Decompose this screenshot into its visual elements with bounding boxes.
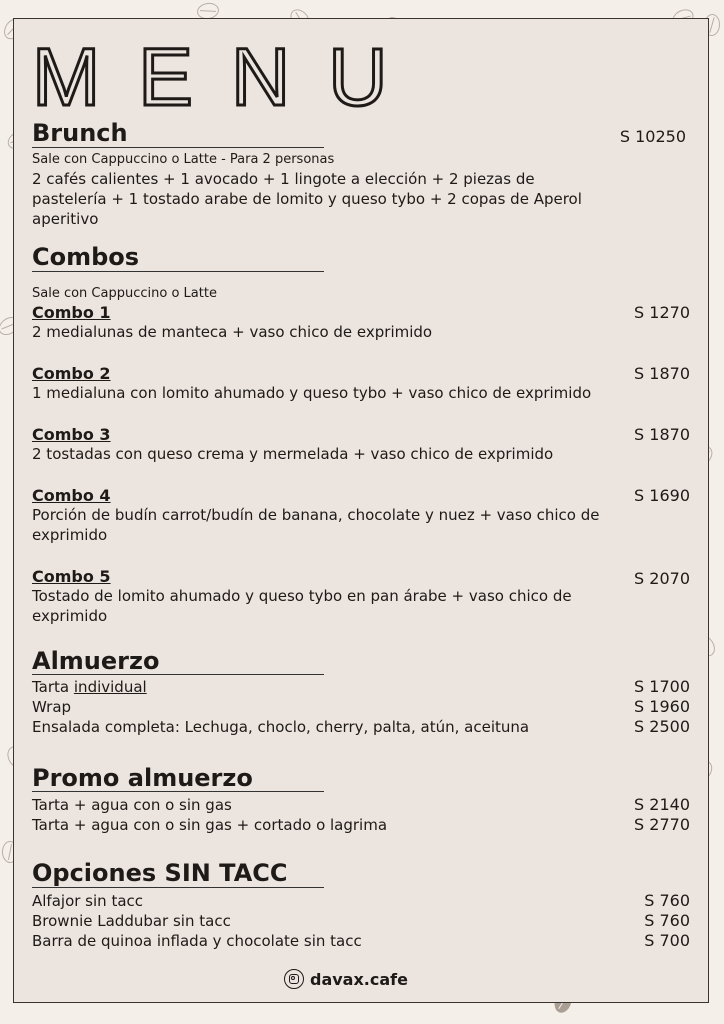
item-label: Barra de quinoa inflada y chocolate sin tacc — [32, 932, 362, 950]
item-price: S 700 — [644, 931, 690, 950]
menu-card — [13, 18, 709, 1003]
item-label: Wrap — [32, 698, 72, 716]
section-heading-combos: Combos — [32, 243, 140, 271]
combos-note: Sale con Cappuccino o Latte — [32, 286, 217, 301]
combo-desc: 2 medialunas de manteca + vaso chico de exprimido — [32, 323, 433, 341]
divider — [32, 147, 324, 148]
combo-price: S 1870 — [634, 425, 690, 444]
combo-price: S 1270 — [634, 303, 690, 322]
combo-name: Combo 2 — [32, 364, 111, 383]
combo-desc: 1 medialuna con lomito ahumado y queso tybo + vaso chico de exprimido — [32, 384, 592, 402]
item-price: S 1700 — [634, 677, 690, 696]
item-price: S 2140 — [634, 795, 690, 814]
brunch-note: Sale con Cappuccino o Latte - Para 2 personas — [32, 152, 335, 167]
combo-price: S 2070 — [634, 569, 690, 588]
combo-price: S 1870 — [634, 364, 690, 383]
item-label: Brownie Laddubar sin tacc — [32, 912, 231, 930]
combo-name: Combo 3 — [32, 425, 111, 444]
item-label: Tarta + agua con o sin gas — [32, 796, 232, 814]
instagram-icon — [284, 969, 304, 989]
section-heading-sin-tacc: Opciones SIN TACC — [32, 859, 288, 887]
item-price: S 760 — [644, 911, 690, 930]
divider — [32, 674, 324, 675]
brunch-desc-line: pastelería + 1 tostado arabe de lomito y queso tybo + 2 copas de Aperol — [32, 190, 582, 208]
item-price: S 2500 — [634, 717, 690, 736]
item-label: Ensalada completa: Lechuga, choclo, cherry, palta, atún, aceituna — [32, 718, 530, 736]
almuerzo-item — [32, 677, 147, 697]
divider — [32, 271, 324, 272]
section-heading-almuerzo: Almuerzo — [32, 647, 160, 675]
brunch-desc-line: aperitivo — [32, 210, 99, 228]
combo-name: Combo 5 — [32, 567, 111, 586]
item-label: Alfajor sin tacc — [32, 892, 144, 910]
brunch-desc-line: 2 cafés calientes + 1 avocado + 1 lingote a elección + 2 piezas de — [32, 170, 535, 188]
combo-price: S 1690 — [634, 486, 690, 505]
item-price: S 760 — [644, 891, 690, 910]
item-label: Tarta — [32, 678, 74, 696]
item-price: S 2770 — [634, 815, 690, 834]
section-heading-brunch: Brunch — [32, 119, 128, 147]
combo-name: Combo 4 — [32, 486, 111, 505]
divider — [32, 791, 324, 792]
item-label: Tarta + agua con o sin gas + cortado o lagrima — [32, 816, 388, 834]
brunch-price: S 10250 — [619, 127, 686, 146]
combo-name: Combo 1 — [32, 303, 111, 322]
item-label-underlined: individual — [73, 678, 147, 696]
handle-text: davax.cafe — [310, 969, 408, 989]
instagram-handle[interactable] — [284, 969, 408, 989]
divider — [32, 887, 324, 888]
combo-desc: 2 tostadas con queso crema y mermelada + vaso chico de exprimido — [32, 445, 554, 463]
combo-desc: Tostado de lomito ahumado y queso tybo en pan árabe + vaso chico de exprimido — [32, 587, 572, 625]
combo-desc: Porción de budín carrot/budín de banana, chocolate y nuez + vaso chico de exprimido — [32, 506, 600, 544]
section-heading-promo: Promo almuerzo — [32, 764, 253, 792]
item-price: S 1960 — [634, 697, 690, 716]
menu-title: MENU — [32, 32, 426, 123]
